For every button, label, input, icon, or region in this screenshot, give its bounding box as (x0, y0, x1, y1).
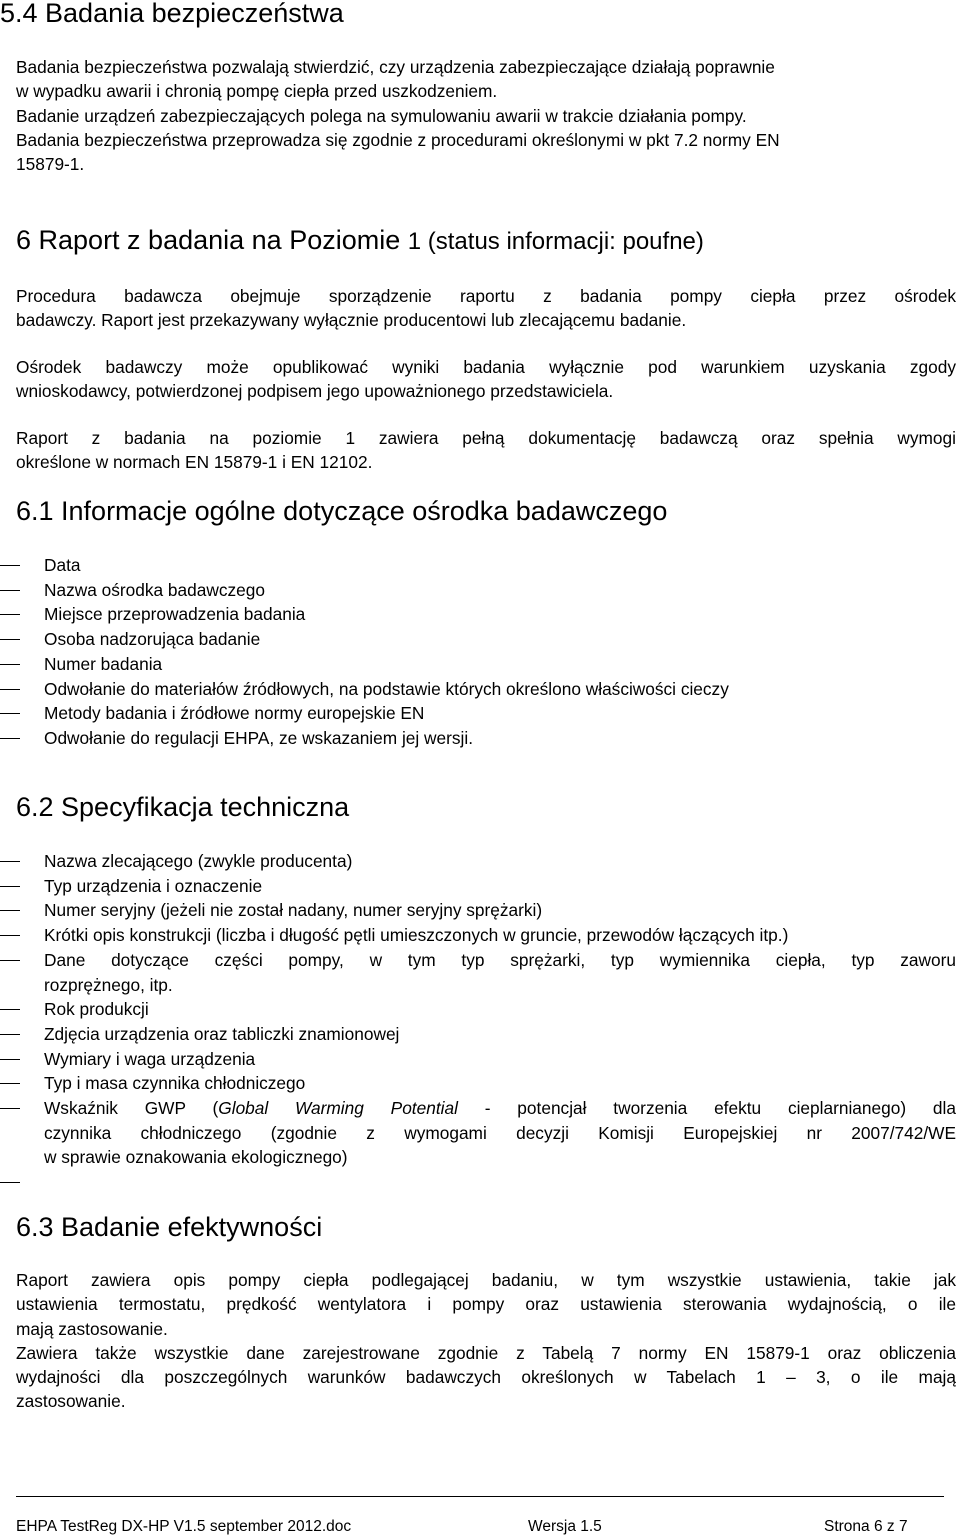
dash-bullet-icon (0, 639, 20, 640)
dash-bullet-icon (0, 861, 20, 862)
dash-bullet-icon (0, 614, 20, 615)
section-6-paragraph-1 (16, 284, 956, 333)
text-line: Ośrodek badawczy może opublikować wyniki badania wyłącznie pod warunkiem uzyskania zgody (16, 357, 956, 377)
list-item (0, 997, 960, 1022)
section-6-paragraph-2 (16, 355, 956, 404)
list-item-text: Typ i masa czynnika chłodniczego (44, 1073, 306, 1094)
gwp-italic-term: Global Warming Potential (218, 1098, 458, 1119)
footer-version: Wersja 1.5 (528, 1518, 602, 1535)
list-item-text: Nazwa ośrodka badawczego (44, 579, 265, 600)
dash-bullet-icon (0, 1108, 20, 1109)
list-item-text: Dane dotyczące części pompy, w tym typ sprężarki, typ wymiennika ciepła, typ zaworu (44, 949, 956, 970)
list-item-text: Osoba nadzorująca badanie (44, 629, 261, 650)
list-item (0, 1071, 960, 1096)
dash-bullet-icon (0, 935, 20, 936)
list-item-text-continued: w sprawie oznakowania ekologicznego) (44, 1147, 348, 1168)
gwp-text-start: Wskaźnik GWP ( (44, 1098, 219, 1119)
list-item (0, 652, 960, 677)
text-line: Badanie urządzeń zabezpieczających polega na symulowaniu awarii w trakcie działania pompy. (16, 105, 747, 126)
text-line: w wypadku awarii i chronią pompę ciepła przed uszkodzeniem. (16, 81, 498, 102)
gwp-text-end: - potencjał tworzenia efektu cieplarnianego) dla (457, 1098, 956, 1119)
footer-document-name: EHPA TestReg DX-HP V1.5 september 2012.doc (16, 1518, 352, 1535)
dash-bullet-icon (0, 960, 20, 961)
dash-bullet-icon (0, 565, 20, 566)
section-6-3-paragraph (16, 1268, 956, 1414)
dash-bullet-icon (0, 886, 20, 887)
text-line: wnioskodawcy, potwierdzonej podpisem jego upoważnionego przedstawiciela. (16, 381, 614, 402)
list-item (0, 1096, 960, 1170)
text-line: 15879-1. (16, 154, 85, 175)
section-6-heading-main: 6 Raport z badania na Poziomie (16, 225, 408, 255)
list-item-text-continued: czynnika chłodniczego (zgodnie z wymogami decyzji Komisji Europejskiej nr 2007/742/WE (44, 1122, 956, 1143)
footer-page-number: Strona 6 z 7 (824, 1518, 908, 1535)
list-item-text: Krótki opis konstrukcji (liczba i długość pętli umieszczonych w gruncie, przewodów łączących itp.) (44, 925, 789, 946)
dash-bullet-icon (0, 910, 20, 911)
list-item (0, 677, 960, 702)
list-item (0, 1022, 960, 1047)
dash-bullet-icon (0, 664, 20, 665)
list-item (0, 553, 960, 578)
section-5-4-heading: 5.4 Badania bezpieczeństwa (0, 0, 344, 28)
dash-bullet-icon (0, 1009, 20, 1010)
section-6-paragraph-3 (16, 426, 956, 475)
text-line: wydajności dla poszczególnych warunków badawczych określonych w Tabelach 1 – 3, o ile mają (16, 1367, 956, 1388)
dash-bullet-icon (0, 713, 20, 714)
dash-bullet-icon (0, 1083, 20, 1084)
section-6-1-list (0, 553, 960, 751)
list-item (0, 923, 960, 948)
footer-divider (16, 1496, 944, 1497)
list-item-text (44, 1096, 956, 1121)
dash-bullet-icon (0, 1059, 20, 1060)
list-item-text: Wymiary i waga urządzenia (44, 1048, 256, 1069)
text-line: Zawiera także wszystkie dane zarejestrowane zgodnie z Tabelą 7 normy EN 15879-1 oraz obliczenia (16, 1342, 956, 1363)
list-item (0, 726, 960, 751)
list-item (0, 948, 960, 997)
list-item (0, 874, 960, 899)
dash-bullet-icon (0, 1182, 20, 1183)
dash-bullet-icon (0, 738, 20, 739)
text-line: ustawienia termostatu, prędkość wentylatora i pompy oraz ustawienia sterowania wydajnością, o ile (16, 1294, 956, 1315)
section-6-1-heading: 6.1 Informacje ogólne dotyczące ośrodka badawczego (16, 496, 668, 526)
list-item-text: Rok produkcji (44, 999, 149, 1020)
list-item-text: Data (44, 555, 81, 575)
list-item-text: Numer badania (44, 653, 163, 674)
list-item-text: Metody badania i źródłowe normy europejskie EN (44, 703, 425, 724)
list-item (0, 578, 960, 603)
list-item-text: Typ urządzenia i oznaczenie (44, 875, 263, 896)
list-item (0, 627, 960, 652)
list-item-text-continued: rozprężnego, itp. (44, 974, 173, 995)
list-item-text: Odwołanie do materiałów źródłowych, na podstawie których określono właściwości cieczy (44, 678, 729, 699)
section-6-heading (16, 223, 704, 259)
list-item (0, 701, 960, 726)
list-item-text: Miejsce przeprowadzenia badania (44, 604, 306, 625)
dash-bullet-icon (0, 1034, 20, 1035)
list-item-text: Zdjęcia urządzenia oraz tabliczki znamionowej (44, 1023, 400, 1044)
list-item-empty (0, 1170, 960, 1195)
section-6-3-heading: 6.3 Badanie efektywności (16, 1212, 323, 1242)
list-item (0, 849, 960, 874)
text-line: Raport z badania na poziomie 1 zawiera pełną dokumentację badawczą oraz spełnia wymogi (16, 428, 956, 448)
text-line: mają zastosowanie. (16, 1318, 168, 1339)
list-item (0, 898, 960, 923)
text-line: zastosowanie. (16, 1391, 126, 1412)
list-item-text: Odwołanie do regulacji EHPA, ze wskazaniem jej wersji. (44, 727, 474, 748)
list-item (0, 1047, 960, 1072)
section-5-4-paragraph (16, 55, 956, 176)
dash-bullet-icon (0, 590, 20, 591)
text-line: Procedura badawcza obejmuje sporządzenie raportu z badania pompy ciepła przez ośrodek (16, 286, 956, 306)
text-line: Badania bezpieczeństwa pozwalają stwierdzić, czy urządzenia zabezpieczające działają poprawnie (16, 57, 775, 77)
text-line: Badania bezpieczeństwa przeprowadza się zgodnie z procedurami określonymi w pkt 7.2 normy EN (16, 129, 780, 150)
list-item-text: Nazwa zlecającego (zwykle producenta) (44, 851, 353, 871)
section-6-heading-status: 1 (status informacji: poufne) (407, 228, 704, 255)
text-line: Raport zawiera opis pompy ciepła podlegającej badaniu, w tym wszystkie ustawienia, takie jak (16, 1270, 956, 1290)
section-6-2-heading: 6.2 Specyfikacja techniczna (16, 792, 350, 822)
dash-bullet-icon (0, 689, 20, 690)
list-item (0, 602, 960, 627)
list-item-text: Numer seryjny (jeżeli nie został nadany, numer seryjny sprężarki) (44, 900, 543, 921)
text-line: badawczy. Raport jest przekazywany wyłącznie producentowi lub zlecającemu badanie. (16, 310, 687, 331)
text-line: określone w normach EN 15879-1 i EN 12102. (16, 452, 373, 473)
section-6-2-list (0, 849, 960, 1195)
